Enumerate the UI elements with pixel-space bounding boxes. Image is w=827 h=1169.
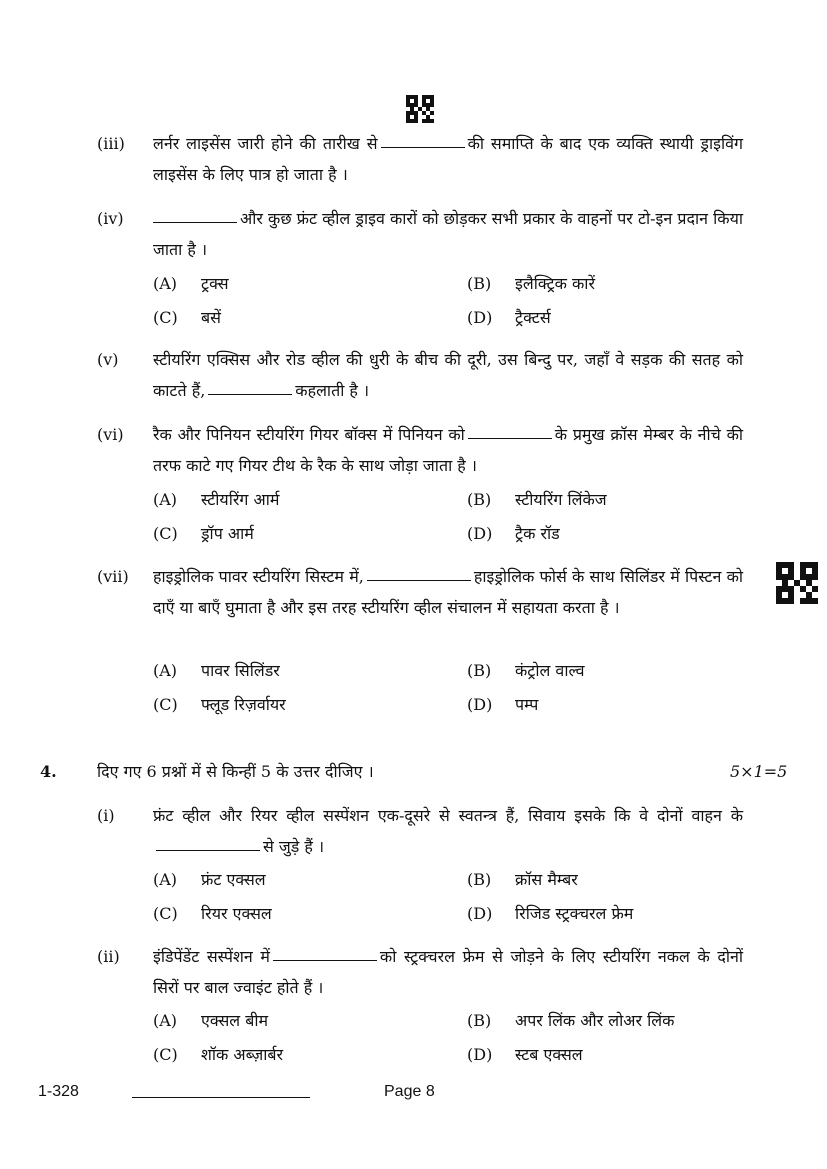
option-text: ट्रैक्टर्स xyxy=(515,308,551,327)
qr-code-side-icon xyxy=(776,562,818,604)
option-b xyxy=(467,1009,674,1031)
option-label: (C) xyxy=(153,1045,178,1064)
option-label: (D) xyxy=(467,1045,493,1064)
option-label: (D) xyxy=(467,524,493,543)
option-b xyxy=(467,272,595,294)
option-text: एक्सल बीम xyxy=(201,1011,269,1030)
option-b xyxy=(467,868,578,890)
question-number: (v) xyxy=(97,350,119,369)
option-text: कंट्रोल वाल्व xyxy=(515,661,585,680)
option-label: (B) xyxy=(467,490,492,509)
question-text-part: को स्ट्रक्चरल फ्रेम से जोड़ने के लिए स्टीयरिंग नकल के दोनों सिरों पर बाल ज्वाइंट होते हैं । xyxy=(153,947,743,997)
question-number: (iv) xyxy=(97,209,124,228)
option-text: फ्लूड रिज़र्वायर xyxy=(201,695,286,714)
option-text: ट्रैक रॉड xyxy=(515,524,560,543)
option-d xyxy=(467,693,538,715)
paper-code: 1-328 xyxy=(38,1083,79,1100)
option-a xyxy=(153,659,280,681)
option-text: ड्रॉप आर्म xyxy=(201,524,254,543)
option-text: फ्रंट एक्सल xyxy=(201,870,266,889)
option-a xyxy=(153,488,279,510)
answer-blank xyxy=(156,849,260,851)
option-text: ट्रक्स xyxy=(201,274,229,293)
question-text-part: लर्नर लाइसेंस जारी होने की तारीख से xyxy=(153,134,378,153)
answer-blank xyxy=(208,393,292,395)
option-label: (C) xyxy=(153,524,178,543)
option-c xyxy=(153,1043,283,1065)
option-c xyxy=(153,902,272,924)
question-4-number: 4. xyxy=(40,762,57,781)
option-text: बसें xyxy=(201,308,221,327)
option-label: (C) xyxy=(153,308,178,327)
option-text: अपर लिंक और लोअर लिंक xyxy=(515,1011,675,1030)
option-label: (D) xyxy=(467,308,493,327)
answer-blank xyxy=(381,146,465,148)
question-4-instruction: दिए गए 6 प्रश्नों में से किन्हीं 5 के उत्तर दीजिए । xyxy=(97,762,374,781)
option-text: पम्प xyxy=(515,695,539,714)
option-c xyxy=(153,693,286,715)
option-a xyxy=(153,1009,268,1031)
qr-module xyxy=(812,598,818,604)
answer-blank xyxy=(367,579,471,581)
answer-blank xyxy=(153,221,237,223)
option-b xyxy=(467,488,607,510)
option-text: इलैक्ट्रिक कारें xyxy=(515,274,595,293)
option-text: क्रॉस मैम्बर xyxy=(515,870,578,889)
option-c xyxy=(153,306,221,328)
question-number: (vii) xyxy=(97,567,129,586)
question-text xyxy=(153,344,743,406)
option-text: रिजिड स्ट्रक्चरल फ्रेम xyxy=(515,904,634,923)
option-label: (C) xyxy=(153,695,178,714)
option-label: (D) xyxy=(467,904,493,923)
question-text-part: इंडिपेंडेंट सस्पेंशन में xyxy=(153,947,270,966)
question-text-part: स्टीयरिंग एक्सिस और रोड व्हील की धुरी के बीच की दूरी, उस बिन्दु पर, जहाँ वे सड़क की सतह को काटते हैं, xyxy=(153,350,743,400)
qr-code-icon xyxy=(406,95,434,123)
option-label: (A) xyxy=(153,870,178,889)
option-label: (A) xyxy=(153,661,178,680)
option-text: स्टीयरिंग लिंकेज xyxy=(515,490,607,509)
question-text xyxy=(153,800,743,862)
question-text xyxy=(153,561,743,623)
option-text: पावर सिलिंडर xyxy=(201,661,280,680)
question-text-part: फ्रंट व्हील और रियर व्हील सस्पेंशन एक-दूसरे से स्वतन्त्र हैं, सिवाय इसके कि वे दोनों वाहन के xyxy=(153,806,743,825)
option-label: (B) xyxy=(467,661,492,680)
option-text: रियर एक्सल xyxy=(201,904,272,923)
option-label: (B) xyxy=(467,274,492,293)
option-c xyxy=(153,522,254,544)
option-b xyxy=(467,659,585,681)
option-label: (B) xyxy=(467,870,492,889)
option-label: (A) xyxy=(153,490,178,509)
option-label: (B) xyxy=(467,1011,492,1030)
option-text: स्टीयरिंग आर्म xyxy=(201,490,280,509)
marks-allocation: 5×1=5 xyxy=(730,762,788,781)
question-number: (iii) xyxy=(97,134,125,153)
option-d xyxy=(467,306,551,328)
question-text-part: हाइड्रोलिक पावर स्टीयरिंग सिस्टम में, xyxy=(153,567,364,586)
question-number: (i) xyxy=(97,806,115,825)
option-d xyxy=(467,522,560,544)
option-d xyxy=(467,1043,583,1065)
option-d xyxy=(467,902,633,924)
question-text-part: और कुछ फ्रंट व्हील ड्राइव कारों को छोड़कर सभी प्रकार के वाहनों पर टो-इन प्रदान किया जाता है । xyxy=(153,209,743,259)
qr-module xyxy=(430,119,434,123)
option-label: (D) xyxy=(467,695,493,714)
option-label: (A) xyxy=(153,1011,178,1030)
footer-divider xyxy=(132,1097,310,1098)
question-text xyxy=(153,128,743,190)
question-text-part: से जुड़े हैं । xyxy=(263,837,325,856)
question-text xyxy=(153,941,743,1003)
page-number: Page 8 xyxy=(384,1083,435,1100)
question-text-part: के प्रमुख क्रॉस मेम्बर के नीचे की तरफ काटे गए गियर टीथ के रैक के साथ जोड़ा जाता है । xyxy=(153,425,743,475)
answer-blank xyxy=(273,959,377,961)
question-text-part: कहलाती है । xyxy=(295,381,370,400)
option-label: (A) xyxy=(153,274,178,293)
option-label: (C) xyxy=(153,904,178,923)
option-text: स्टब एक्सल xyxy=(515,1045,583,1064)
question-text xyxy=(153,419,743,481)
option-a xyxy=(153,272,229,294)
option-a xyxy=(153,868,266,890)
question-text xyxy=(153,203,743,265)
question-number: (vi) xyxy=(97,425,124,444)
question-number: (ii) xyxy=(97,947,120,966)
question-text-part: की समाप्ति के बाद एक व्यक्ति स्थायी ड्राइविंग लाइसेंस के लिए पात्र हो जाता है । xyxy=(153,134,743,184)
option-text: शॉक अब्ज़ार्बर xyxy=(201,1045,284,1064)
question-text-part: रैक और पिनियन स्टीयरिंग गियर बॉक्स में पिनियन को xyxy=(153,425,465,444)
question-text-part: हाइड्रोलिक फोर्स के साथ सिलिंडर में पिस्टन को दाएँ या बाएँ घुमाता है और इस तरह स्टीयरिंग व्हील संचालन में सहायता करता है । xyxy=(153,567,744,617)
answer-blank xyxy=(468,437,552,439)
